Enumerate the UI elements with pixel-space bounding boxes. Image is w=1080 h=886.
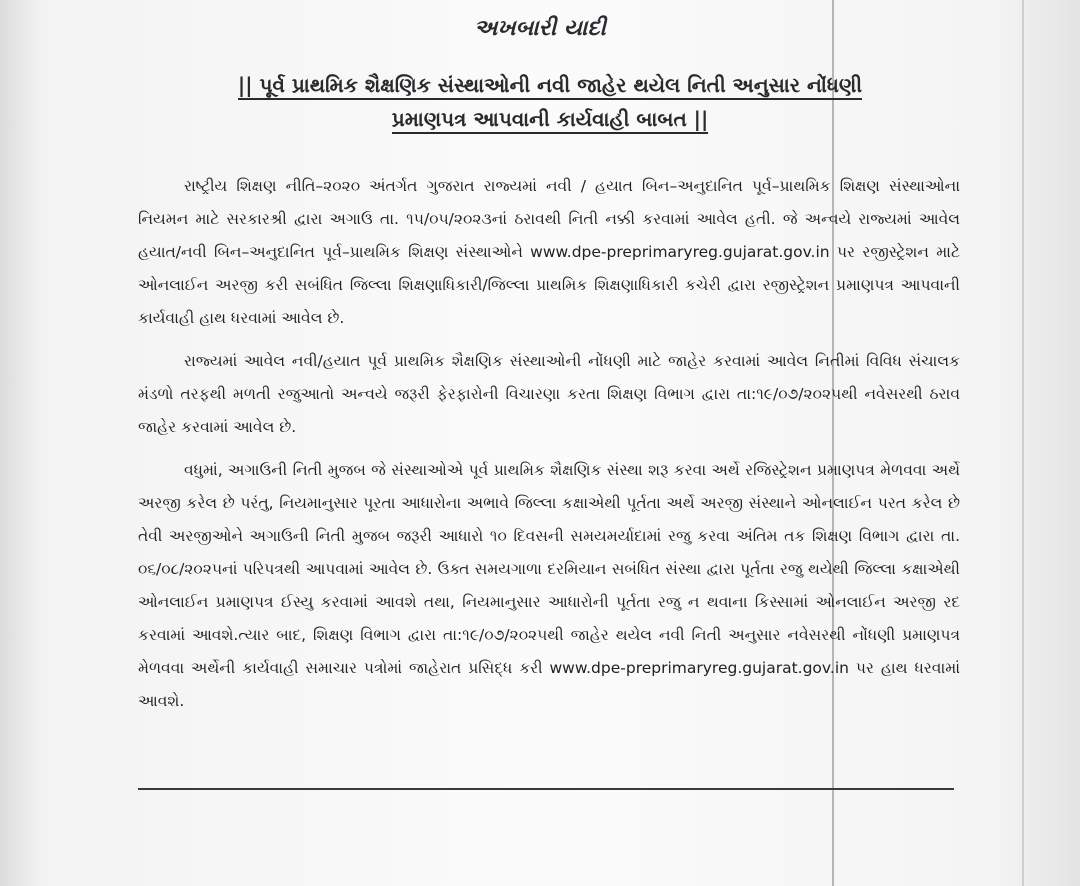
subject-line-2: પ્રમાણપત્ર આપવાની કાર્યવાહી બાબત || <box>392 107 709 134</box>
paragraph-3: વધુમાં, અગાઉની નિતી મુજબ જે સંસ્થાઓએ પૂર્વ પ્રાથમિક શૈક્ષણિક સંસ્થા શરૂ કરવા અર્થે રજિસ્ટ્રેશન પ્રમાણપત્ર મેળવવા અર્થે અરજી કરેલ છે પરંતુ, નિયમાનુસાર પૂરતા આધારોના અભાવે જિલ્લા કક્ષાએથી પૂર્તતા અર્થે અરજી સંસ્થાને ઓનલાઈન પરત કરેલ છે તેવી અરજીઓને અગાઉની નિતી મુજબ જરૂરી આધારો ૧૦ દિવસની સમયમર્યાદામાં રજુ કરવા અંતિમ તક શિક્ષણ વિભાગ દ્વારા તા. ૦૬/૦૮/૨૦૨૫નાં પરિપત્રથી આપવામાં આવેલ છે. ઉક્ત સમયગાળા દરમિયાન સબંધિત સંસ્થા દ્વારા પૂર્તતા રજુ થયેથી જિલ્લા કક્ષાએથી ઓનલાઈન પ્રમાણપત્ર ઈસ્યુ કરવામાં આવશે તથા, નિયમાનુસાર આધારોની પૂર્તતા રજુ ન થવાના કિસ્સામાં ઓનલાઈન અરજી રદ કરવામાં આવશે.ત્યાર બાદ, શિક્ષણ વિભાગ દ્વારા તા:૧૯/૦૭/૨૦૨૫થી જાહેર થયેલ નવી નિતી અનુસાર નવેસરથી નોંધણી પ્રમાણપત્ર મેળવવા અર્થેની કાર્યવાહી સમાચાર પત્રોમાં જાહેરાત પ્રસિદ્ધ કરી www.dpe-preprimaryreg.gujarat.gov.in પર હાથ ધરવામાં આવશે. <box>138 461 960 710</box>
paragraph-2: રાજ્યમાં આવેલ નવી/હયાત પૂર્વ પ્રાથમિક શૈક્ષણિક સંસ્થાઓની નોંધણી માટે જાહેર કરવામાં આવેલ નિતીમાં વિવિધ સંચાલક મંડળો તરફથી મળતી રજુઆતો અન્વયે જરૂરી ફેરફારોની વિચારણા કરતા શિક્ષણ વિભાગ દ્વારા તા:૧૯/૦૭/૨૦૨૫થી નવેસરથી ઠરાવ જાહેર કરવામાં આવેલ છે. <box>138 352 960 436</box>
document-body <box>138 170 960 728</box>
paragraph-1: રાષ્ટ્રીય શિક્ષણ નીતિ–૨૦૨૦ અંતર્ગત ગુજરાત રાજ્યમાં નવી / હયાત બિન–અનુદાનિત પૂર્વ–પ્રાથમિક શિક્ષણ સંસ્થાઓના નિયમન માટે સરકારશ્રી દ્વારા અગાઉ તા. ૧૫/૦૫/૨૦૨૩નાં ઠરાવથી નિતી નક્કી કરવામાં આવેલ હતી. જે અન્વયે રાજ્યમાં આવેલ હયાત/નવી બિન–અનુદાનિત પૂર્વ–પ્રાથમિક શિક્ષણ સંસ્થાઓને www.dpe-preprimaryreg.gujarat.gov.in પર રજીસ્ટ્રેશન માટે ઓનલાઈન અરજી કરી સબંધિત જિલ્લા શિક્ષણાધિકારી/જિલ્લા પ્રાથમિક શિક્ષણાધિકારી કચેરી દ્વારા રજીસ્ટ્રેશન પ્રમાણપત્ર આપવાની કાર્યવાહી હાથ ધરવામાં આવેલ છે. <box>138 177 960 327</box>
closing-rule <box>138 788 954 790</box>
paper-fold-line <box>1022 0 1024 886</box>
document-heading: અખબારી યાદી <box>474 16 606 41</box>
subject-line-1: || પૂર્વ પ્રાથમિક શૈક્ષણિક સંસ્થાઓની નવી જાહેર થયેલ નિતી અનુસાર નોંધણી <box>238 73 862 100</box>
subject-title <box>160 68 940 136</box>
